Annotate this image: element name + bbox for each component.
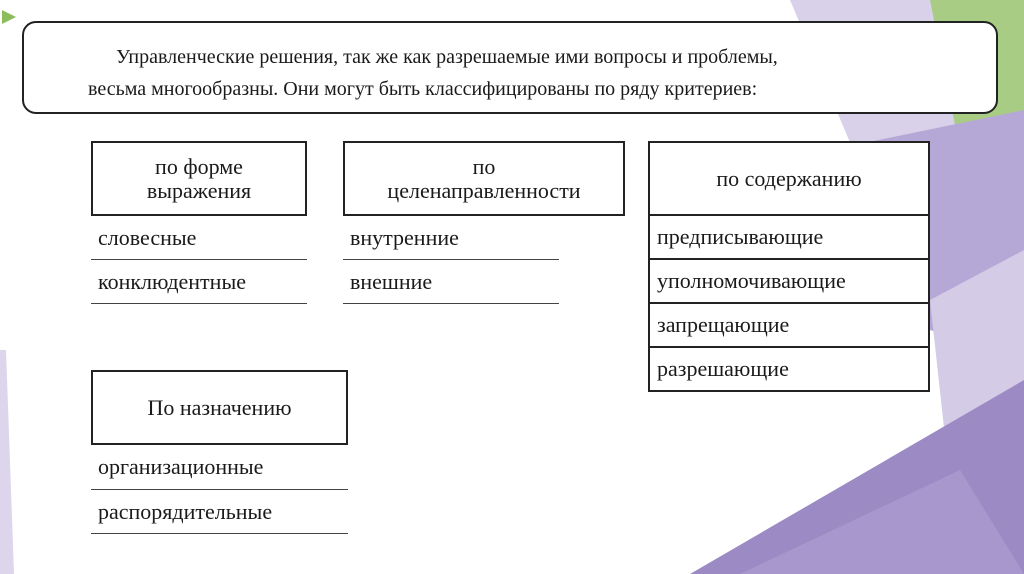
group-item-prohibiting: запрещающие: [648, 304, 930, 348]
group-item-permitting: разрешающие: [648, 348, 930, 392]
group-header-appointment: [91, 370, 348, 445]
group-item-organizational: организационные: [91, 445, 348, 490]
group-header-content: [648, 141, 930, 216]
group-item-conclusive: конклюдентные: [91, 260, 307, 304]
group-item-verbal: словесные: [91, 216, 307, 260]
group-item-external: внешние: [343, 260, 559, 304]
group-header-appointment-line-1: По назначению: [147, 394, 292, 420]
intro-line-2: весьма многообразны. Они могут быть классифицированы по ряду критериев:: [88, 78, 758, 100]
group-header-form: [91, 141, 307, 216]
intro-box: [22, 21, 998, 114]
group-item-administrative: распорядительные: [91, 490, 348, 534]
group-item-internal: внутренние: [343, 216, 559, 260]
group-item-authorizing: уполномочивающие: [648, 260, 930, 304]
group-header-content-line-1: по содержанию: [716, 165, 862, 191]
intro-line-1: Управленческие решения, так же как разрешаемые ими вопросы и проблемы,: [116, 46, 778, 68]
bullet-arrow-green: [2, 10, 16, 24]
group-item-prescriptive: предписывающие: [648, 216, 930, 260]
group-header-purpose-line-1: по: [472, 153, 496, 179]
group-header-purpose-line-2: целенаправленности: [387, 177, 581, 203]
group-header-purpose: [343, 141, 625, 216]
group-header-form-line-1: по форме: [155, 153, 243, 179]
bg-shape-lavender-left: [0, 350, 14, 574]
group-header-form-line-2: выражения: [146, 177, 252, 203]
